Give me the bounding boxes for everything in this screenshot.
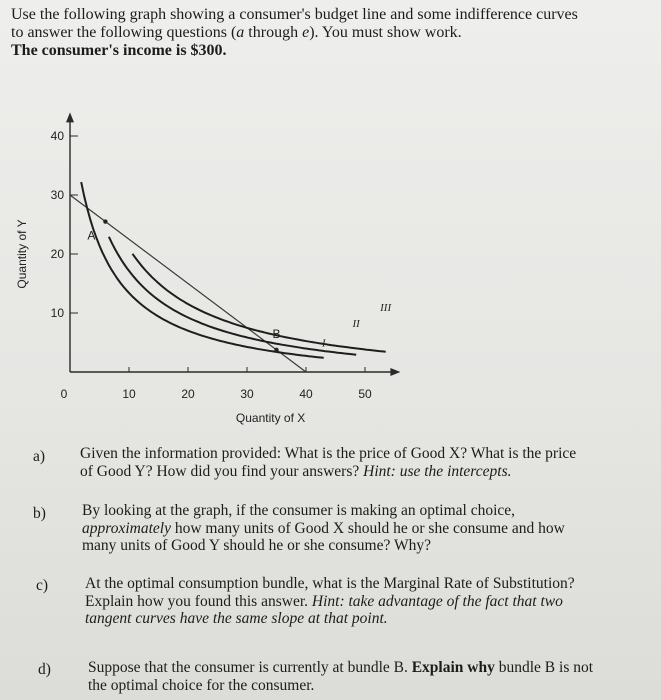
question-c-text: Explain how you found this answer. [85, 592, 312, 610]
x-tick-label: 40 [299, 387, 313, 401]
question-c [85, 575, 655, 628]
income-text: The consumer's income is $300. [11, 42, 227, 59]
instructions [11, 6, 651, 60]
x-tick-label: 10 [122, 387, 136, 401]
instructions-italic-e: e [302, 24, 310, 41]
budget-indifference-chart [0, 80, 661, 440]
question-b-text: how many units of Good X should he or she consume and how [170, 519, 565, 537]
indifference-curve-I [81, 182, 324, 358]
x-tick-label: 50 [358, 387, 372, 401]
income-statement [11, 42, 651, 60]
question-c-line-2 [85, 593, 655, 611]
y-axis-arrow [66, 112, 74, 122]
question-d-text-2: bundle B is not [494, 659, 594, 676]
y-axis-label: Quantity of Y [15, 219, 29, 289]
origin-label: 0 [60, 387, 68, 401]
y-tick-label: 20 [50, 247, 64, 261]
question-a-line-1: Given the information provided: What is the price of Good X? What is the price [80, 445, 577, 462]
question-b-label: b) [33, 505, 46, 522]
curve-label: I [321, 337, 326, 350]
question-a-text: of Good Y? How did you find your answers? [80, 462, 364, 480]
bundle-point [103, 219, 107, 223]
curve-label: II [352, 318, 360, 331]
x-axis-label: Quantity of X [235, 411, 306, 425]
question-c-line-3 [85, 610, 655, 628]
chart-ticks [51, 129, 372, 401]
y-tick-label: 40 [50, 129, 64, 143]
instructions-line-1: Use the following graph showing a consumer's budget line and some indifference curves [11, 6, 578, 23]
question-b-line-2 [82, 520, 652, 538]
question-a-label: a) [33, 448, 46, 465]
bundle-label: A [87, 228, 96, 243]
chart-labels [15, 219, 392, 425]
question-d-line-1 [88, 659, 658, 677]
bundle-label: B [272, 326, 281, 341]
x-tick-label: 30 [240, 387, 254, 401]
x-axis-arrow [390, 368, 400, 376]
question-d-label: d) [38, 661, 51, 678]
question-c-hint: Hint: take advantage of the fact that two [311, 592, 563, 610]
indifference-curve-II [109, 237, 356, 355]
chart-curves [70, 182, 386, 372]
question-d-text: Suppose that the consumer is currently at bundle B. [88, 659, 412, 676]
question-c-hint-2: tangent curves have the same slope at that point. [85, 610, 388, 627]
curve-label: III [380, 302, 392, 315]
question-b [82, 502, 652, 555]
y-tick-label: 30 [50, 188, 64, 202]
chart-axes [66, 112, 400, 376]
question-a [80, 445, 650, 480]
question-c-label: c) [36, 577, 49, 594]
instructions-text: to answer the following questions ( [11, 24, 237, 41]
x-tick-label: 20 [181, 387, 195, 401]
question-d-bold: Explain why [411, 659, 495, 676]
question-b-line-1: By looking at the graph, if the consumer is making an optimal choice, [82, 502, 516, 519]
instructions-text: ). You must show work. [309, 24, 462, 41]
question-c-line-1: At the optimal consumption bundle, what is the Marginal Rate of Substitution? [85, 575, 575, 592]
instructions-line-2 [11, 24, 651, 42]
question-a-line-2 [80, 463, 650, 481]
question-b-line-3: many units of Good Y should he or she consume? Why? [82, 537, 431, 554]
question-a-hint: Hint: use the intercepts. [363, 462, 512, 480]
question-b-italic: approximately [82, 519, 171, 537]
question-d-line-2: the optimal choice for the consumer. [88, 676, 315, 694]
question-d [88, 659, 658, 694]
instructions-italic-a: a [236, 24, 245, 41]
y-tick-label: 10 [50, 306, 64, 320]
bundle-point [274, 348, 278, 352]
instructions-text: through [244, 24, 303, 41]
